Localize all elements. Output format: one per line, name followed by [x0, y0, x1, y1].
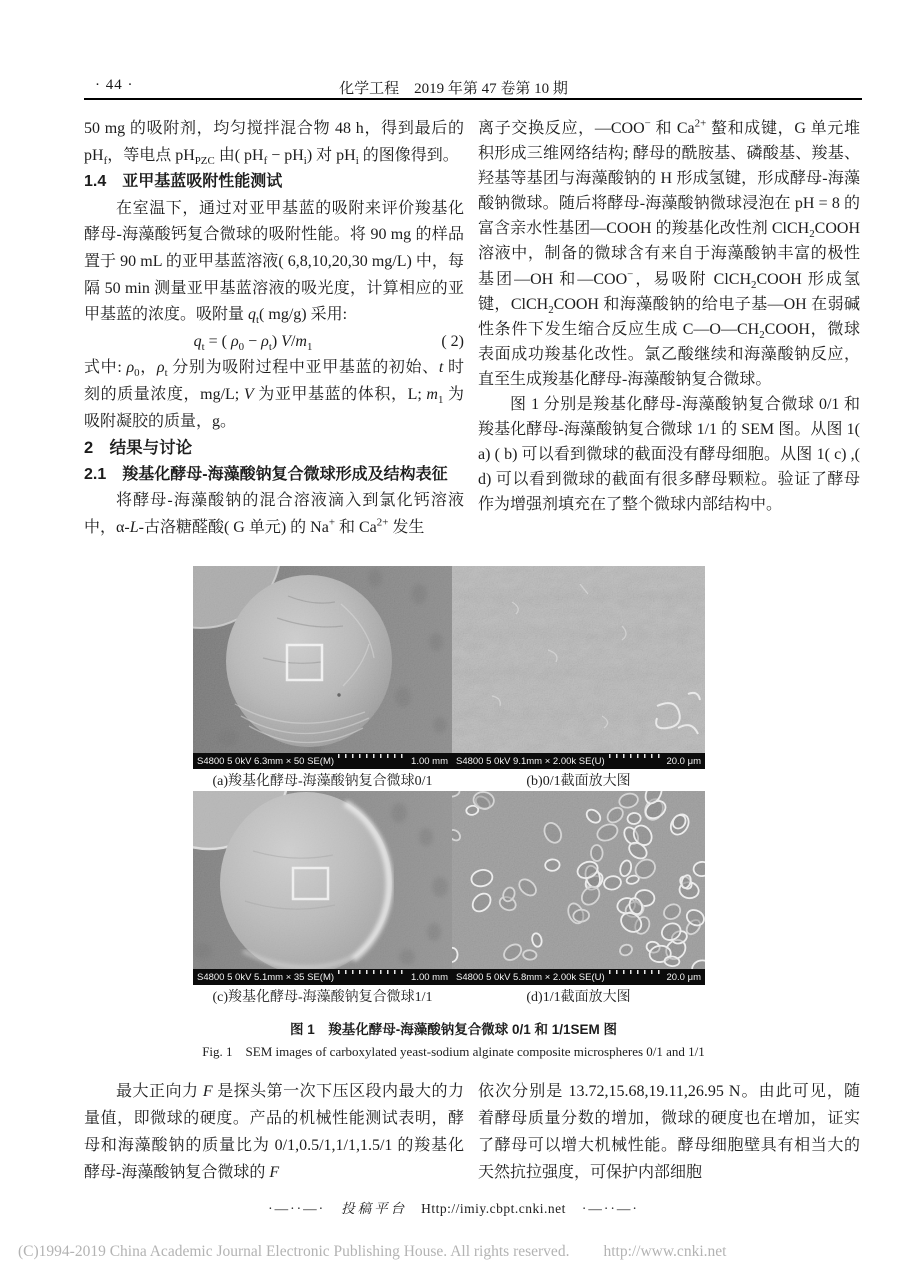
- sem-info-bar-b: [452, 753, 705, 769]
- sem-ruler-c: [338, 970, 407, 974]
- page-number: · 44 ·: [95, 77, 134, 93]
- p-max-force: 最大正向力 F 是探头第一次下压区段内最大的力量值，即微球的硬度。产品的机械性能测试表明，酵母和海藻酸钠的质量比为 0/1,0.5/1,1/1,1.5/1 的羧基化酵母-海藻酸钠复合微球的 F: [84, 1083, 464, 1181]
- ornament-right: ·—··—·: [581, 1201, 639, 1216]
- sem-caption-d: (d)1/1截面放大图: [526, 990, 631, 1005]
- sem-caption-c: (c)羧基化酵母-海藻酸钠复合微球1/1: [212, 990, 433, 1005]
- p-adsorbent-continuation: 50 mg 的吸附剂，均匀搅拌混合物 48 h，得到最后的 $pH_f$，等电点 $pH_{PZC}$ 由( $pH_f - pH_i$) 对 $pH_i$ 的图像得到。: [84, 120, 464, 167]
- column-top-left: [84, 116, 464, 566]
- submission-url: Http://imiy.cbpt.cnki.net: [421, 1201, 566, 1216]
- sem-captions-row-1: [193, 769, 705, 791]
- figure-caption-zh: 图 1 羧基化酵母-海藻酸钠复合微球 0/1 和 1/1SEM 图: [289, 1022, 618, 1037]
- p-ion-exchange: 离子交换反应，—COO− 和 $Ca^{2+}$ 螯和成键，G 单元堆积形成三维网络结构; 酵母的酰胺基、磷酸基、羧基、羟基等基团与海藻酸钠的 H 形成氢键，形成酵母-海藻酸钠微球。随后将酵母-海藻酸钠微球浸泡在 pH = 8 的富含亲水性基团—COOH 的羧基化改性剂 ClCH$_2$COOH 溶液中，制备的微球含有来自于海藻酸钠丰富的极性基团—OH 和—COO−，易吸附 ClCH$_2$COOH 形成氢键，ClCH$_2$COOH 和海藻酸钠的给电子基—OH 在弱碱性条件下发生缩合反应生成 $C—O—CH_2COOH$，微球表面成功羧基化改性。氯乙酸继续和海藻酸钠反应，直至生成羧基化酵母-海藻酸钠复合微球。: [478, 117, 860, 388]
- formula-qt: $q_t$ = ( $\rho_0 - \rho_t$) $V/m_1$: [193, 332, 313, 353]
- sem-ruler-b: [609, 754, 663, 758]
- sem-info-text-a: S4800 5 0kV 6.3mm × 50 SE(M): [197, 755, 335, 767]
- sem-row-1: [193, 566, 705, 769]
- sem-panel-b: [452, 566, 705, 769]
- header-rule: [84, 98, 862, 100]
- sem-row-2: [193, 791, 705, 985]
- sem-panel-a: [193, 566, 452, 769]
- formula-line: [84, 329, 464, 356]
- p-formula-notes: 式中: $\rho_0$，$\rho_t$ 分别为吸附过程中亚甲基蓝的初始、t 时刻的质量浓度，mg/L; V 为亚甲基蓝的体积，L; $m_1$ 为吸附凝胶的质量，g。: [84, 359, 464, 430]
- heading-2: 2 结果与讨论: [84, 439, 193, 458]
- copyright-site-url: http://www.cnki.net: [603, 1243, 727, 1260]
- sem-image-c: [193, 791, 452, 969]
- journal-title: 化学工程 2019 年第 47 卷第 10 期: [339, 81, 568, 97]
- formula-number: ( 2): [441, 332, 464, 350]
- sem-panel-d: [452, 791, 705, 985]
- copyright-text: (C)1994-2019 China Academic Journal Electronic Publishing House. All rights reserved.: [18, 1243, 570, 1260]
- column-bottom-right: [478, 1078, 860, 1190]
- column-bottom-left: [84, 1078, 464, 1190]
- sem-scale-b: 20.0 μm: [666, 755, 701, 767]
- copyright-line: [18, 1243, 726, 1261]
- submission-label: 投稿平台: [341, 1201, 408, 1216]
- figure-1: [193, 566, 705, 1007]
- sem-info-text-c: S4800 5 0kV 5.1mm × 35 SE(M): [197, 971, 335, 983]
- sem-caption-a: (a)羧基化酵母-海藻酸钠复合微球0/1: [212, 774, 433, 789]
- sem-info-text-d: S4800 5 0kV 5.8mm × 2.00k SE(U): [456, 971, 605, 983]
- sem-scale-c: 1.00 mm: [411, 971, 448, 983]
- sem-panel-c: [193, 791, 452, 985]
- sem-info-bar-a: [193, 753, 452, 769]
- figure-caption-en: Fig. 1 SEM images of carboxylated yeast-sodium alginate composite microspheres 0/1 and 1/1: [202, 1044, 705, 1059]
- sem-info-bar-d: [452, 969, 705, 985]
- heading-1-4: 1.4 亚甲基蓝吸附性能测试: [84, 173, 283, 191]
- p-figure1-description: 图 1 分别是羧基化酵母-海藻酸钠复合微球 0/1 和羧基化酵母-海藻酸钠复合微球 1/1 的 SEM 图。从图 1( a) ( b) 可以看到微球的截面没有酵母细胞。从图 1( c) ,( d) 可以看到微球的截面有很多酵母颗粒。验证了酵母作为增强剂填充在了整个微球内部结构中。: [478, 396, 860, 514]
- submission-line: [0, 1197, 907, 1217]
- p-methylene-blue-test: 在室温下，通过对亚甲基蓝的吸附来评价羧基化酵母-海藻酸钙复合微球的吸附性能。将 90 mg 的样品置于 90 mL 的亚甲基蓝溶液( 6,8,10,20,30 mg/L) 中，每隔 50 min 测量亚甲基蓝溶液的吸光度，计算相应的亚甲基蓝的浓度。吸附量 $q_t$( mg/g) 采用:: [84, 199, 464, 327]
- p-force-values: 依次分别是 13.72,15.68,19.11,26.95 N。由此可见，随着酵母质量分数的增加，微球的硬度也在增加，证实了酵母可以增大机械性能。酵母细胞壁具有相当大的天然抗拉强度，可保护内部细胞: [478, 1083, 860, 1181]
- sem-ruler-a: [338, 754, 407, 758]
- ornament-left: ·—··—·: [268, 1201, 326, 1216]
- column-top-right: [478, 116, 860, 566]
- sem-ruler-d: [609, 970, 663, 974]
- sem-image-b: [452, 566, 705, 753]
- sem-image-d: [452, 791, 705, 969]
- sem-captions-row-2: [193, 985, 705, 1007]
- sem-scale-d: 20.0 μm: [666, 971, 701, 983]
- sem-caption-b: (b)0/1截面放大图: [526, 774, 631, 789]
- sem-info-bar-c: [193, 969, 452, 985]
- sem-image-a: [193, 566, 452, 753]
- heading-2-1: 2.1 羧基化酵母-海藻酸钠复合微球形成及结构表征: [84, 465, 448, 483]
- sem-info-text-b: S4800 5 0kV 9.1mm × 2.00k SE(U): [456, 755, 605, 767]
- p-mixture-dropping: 将酵母-海藻酸钠的混合溶液滴入到氯化钙溶液中，α-L-古洛糖醛酸( G 单元) 的 Na+ 和 $Ca^{2+}$ 发生: [84, 492, 464, 536]
- sem-scale-a: 1.00 mm: [411, 755, 448, 767]
